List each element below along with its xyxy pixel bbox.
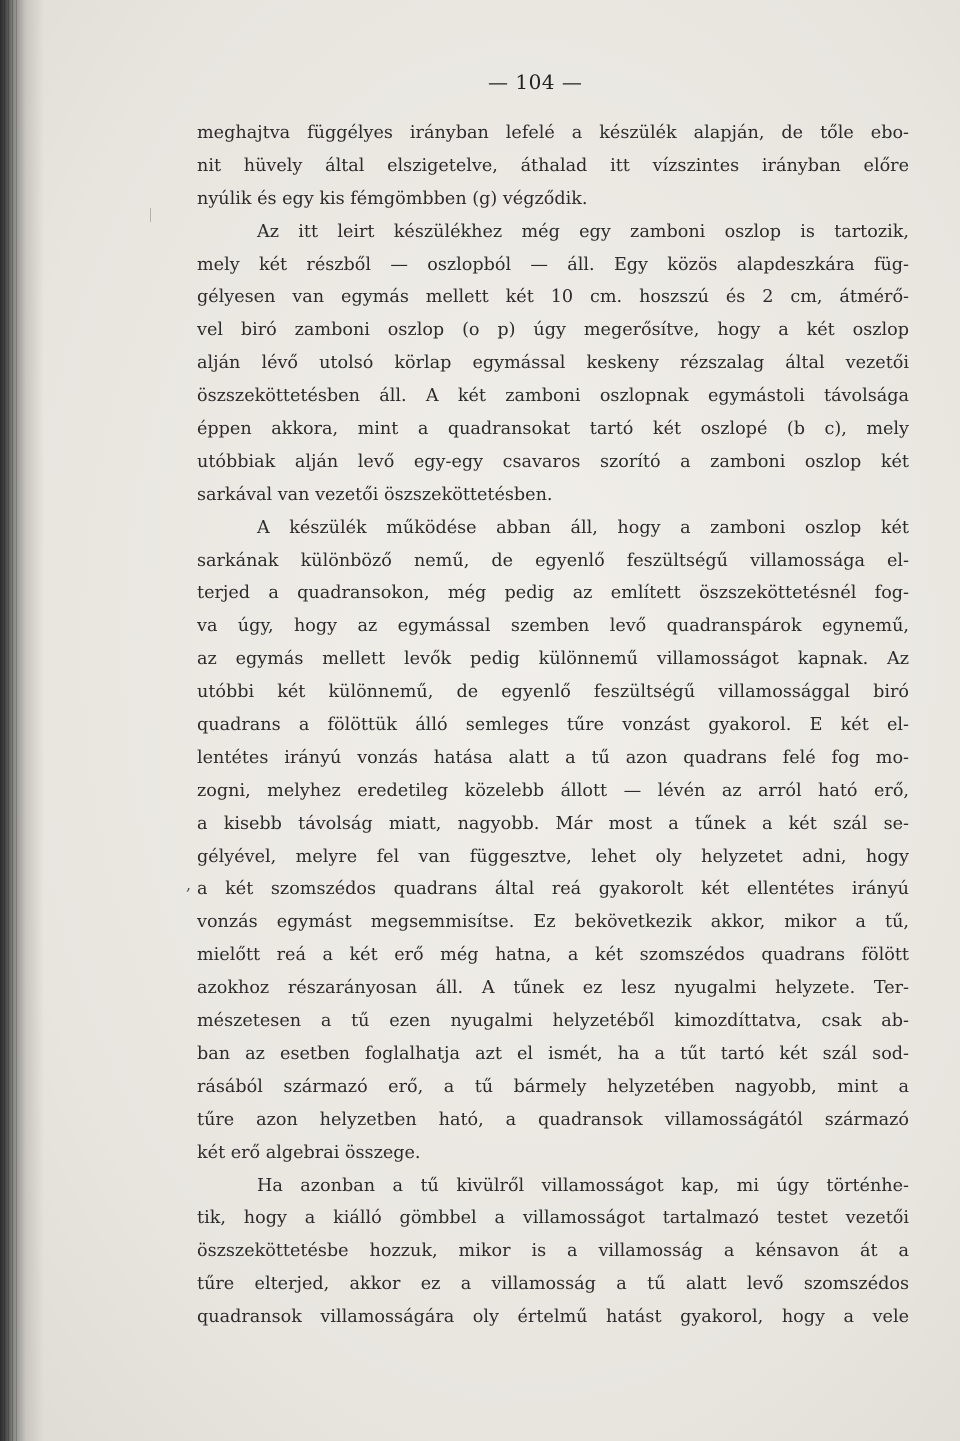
- text-line: a kisebb távolság miatt, nagyobb. Már most a tűnek a két szál se-: [197, 813, 909, 834]
- text-line: két erő algebrai összege.: [197, 1142, 421, 1163]
- text-line: gélyével, melyre fel van függesztve, lehet oly helyzetet adni, hogy: [197, 846, 909, 867]
- text-line: rásából származó erő, a tű bármely helyzetében nagyobb, mint a: [197, 1076, 909, 1097]
- text-line: mészetesen a tű ezen nyugalmi helyzetéből kimozdíttatva, csak ab-: [197, 1011, 909, 1032]
- text-line: az egymás mellett levők pedig különnemű villamosságot kapnak. Az: [197, 649, 909, 670]
- text-line: Az itt leirt készülékhez még egy zamboni oszlop is tartozik,: [257, 221, 909, 242]
- text-line: mielőtt reá a két erő még hatna, a két szomszédos quadrans fölött: [197, 945, 909, 966]
- text-line: nit hüvely által elszigetelve, áthalad itt vízszintes irányban előre: [197, 155, 909, 176]
- text-line: azokhoz részarányosan áll. A tűnek ez lesz nyugalmi helyzete. Ter-: [197, 978, 909, 999]
- text-line: sarkával van vezetői öszszeköttetésben.: [197, 484, 553, 505]
- margin-mark: ,: [186, 875, 192, 894]
- text-line: meghajtva függélyes irányban lefelé a készülék alapján, de tőle ebo-: [197, 123, 909, 143]
- text-line: vel biró zamboni oszlop (o p) úgy megerősítve, hogy a két oszlop: [197, 320, 909, 341]
- text-line: tik, hogy a kiálló gömbbel a villamosságot tartalmazó testet vezetői: [197, 1208, 909, 1229]
- text-line: quadrans a fölöttük álló semleges tűre vonzást gyakorol. E két el-: [197, 715, 909, 736]
- text-line: utóbbiak alján levő egy-egy csavaros szorító a zamboni oszlop két: [197, 451, 909, 472]
- body-text: [197, 117, 909, 1334]
- text-line: alján lévő utolsó körlap egymással keskeny rézszalag által vezetői: [197, 353, 909, 374]
- margin-smudge: [150, 208, 151, 222]
- text-line: éppen akkora, mint a quadransokat tartó két oszlopé (b c), mely: [197, 419, 909, 440]
- text-line: gélyesen van egymás mellett két 10 cm. hoszszú és 2 cm, átmérő-: [197, 287, 909, 308]
- text-line: ban az esetben foglalhatja azt el ismét, ha a tűt tartó két szál sod-: [197, 1043, 909, 1064]
- text-line: öszszeköttetésben áll. A két zamboni oszlopnak egymástoli távolsága: [197, 386, 909, 407]
- text-line: mely két részből — oszlopból — áll. Egy közös alapdeszkára füg-: [197, 254, 909, 275]
- text-line: utóbbi két különnemű, de egyenlő feszültségű villamossággal biró: [197, 682, 909, 703]
- binding-shadow-lines: [4, 0, 20, 1441]
- text-line: va úgy, hogy az egymással szemben levő quadranspárok egynemű,: [197, 616, 909, 637]
- text-line: a két szomszédos quadrans által reá gyakorolt két ellentétes irányú: [197, 879, 909, 900]
- text-line: tűre elterjed, akkor ez a villamosság a tű alatt levő szomszédos: [197, 1274, 909, 1295]
- text-line: öszszeköttetésbe hozzuk, mikor is a villamosság a kénsavon át a: [197, 1241, 909, 1262]
- text-line: vonzás egymást megsemmisítse. Ez bekövetkezik akkor, mikor a tű,: [197, 912, 909, 933]
- text-line: zogni, melyhez eredetileg közelebb állott — lévén az arról ható erő,: [197, 780, 909, 801]
- text-line: nyúlik és egy kis fémgömbben (g) végződik.: [197, 188, 588, 209]
- text-line: lentétes irányú vonzás hatása alatt a tű azon quadrans felé fog mo-: [197, 747, 909, 768]
- page-number: — 104 —: [488, 70, 583, 94]
- text-line: terjed a quadransokon, még pedig az említett öszszeköttetésnél fog-: [197, 583, 909, 604]
- text-line: quadransok villamosságára oly értelmű hatást gyakorol, hogy a vele: [197, 1307, 909, 1328]
- text-line: A készülék működése abban áll, hogy a zamboni oszlop két: [257, 517, 909, 538]
- text-line: Ha azonban a tű kivülről villamosságot kap, mi úgy történhe-: [257, 1175, 909, 1196]
- text-line: sarkának különböző nemű, de egyenlő feszültségű villamossága el-: [197, 550, 909, 571]
- text-line: tűre azon helyzetben ható, a quadransok villamosságától származó: [197, 1109, 909, 1130]
